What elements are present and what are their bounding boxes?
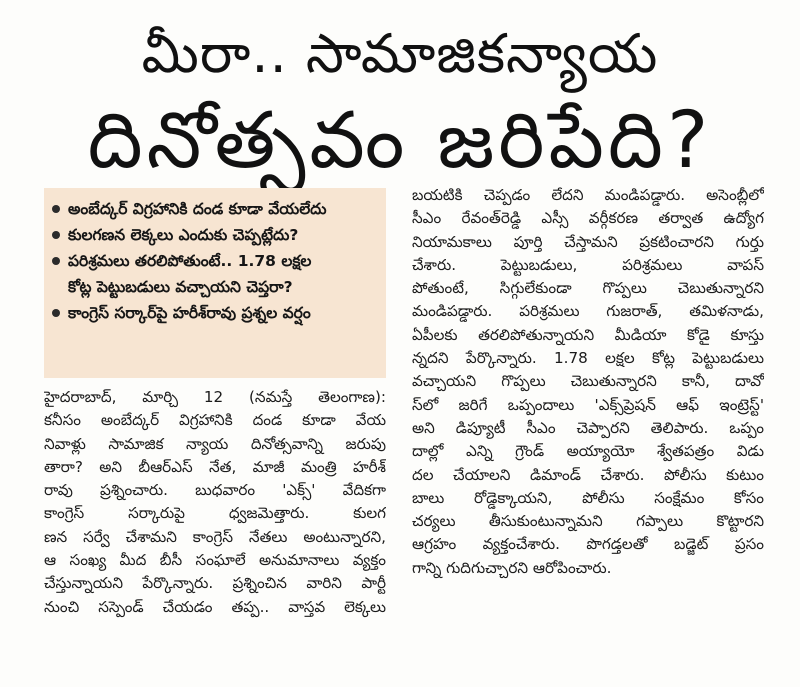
- article-line: నివాళ్లు సామాజిక న్యాయ దినోత్సవాన్ని జరుపు: [44, 434, 386, 453]
- highlight-item: [52, 300, 380, 326]
- article-line: బాలు రోడ్డెక్కాయని, పోలీసు సంక్షేమం కోసం: [412, 488, 764, 507]
- article-line: కనీసం అంబేద్కర్ విగ్రహానికి దండ కూడా వేయ: [44, 411, 386, 430]
- article-line: వచ్చాయని గొప్పలు చెబుతున్నారని కానీ, దావో: [412, 372, 764, 391]
- article-line: దాల్లో ఎన్ని గ్రౌండ్ అయ్యాయో శ్వేతపత్రం విడు: [412, 442, 764, 461]
- article-line: అని డిప్యూటీ సీఎం చెప్పారని తెలిపారు. ఒప్పం: [412, 418, 764, 437]
- article-line: బయటికి చెప్పడం లేదని మండిపడ్డారు. అసెంబ్లీలో: [412, 186, 764, 204]
- article-line: గాన్ని గుదిగుచ్చారని ఆరోపించారు.: [412, 558, 612, 577]
- highlight-item: [52, 196, 380, 222]
- article-line: దల చేయాలని డిమాండ్ చేశారు. పోలీసు కుటుం: [412, 465, 764, 484]
- bullet-dot-icon: [52, 257, 60, 265]
- highlight-text: కాంగ్రెస్ సర్కార్‌పై హరీశ్‌రావు ప్రశ్నల వర్షం: [68, 304, 311, 322]
- article-line: తారా? అని బీఆర్‌ఎస్ నేత, మాజీ మంత్రి హరీశ్: [44, 457, 386, 476]
- highlight-item: [52, 222, 380, 248]
- article-line: చర్యలు తీసుకుంటున్నామని గప్పాలు కొట్టారని: [412, 512, 764, 531]
- article-line: రావు ప్రశ్నించారు. బుధవారం 'ఎక్స్' వేదికగా: [44, 481, 386, 500]
- article-line: హైదరాబాద్, మార్చి 12 (నమస్తే తెలంగాణ):: [44, 388, 386, 406]
- article-line: సీఎం రేవంత్‌రెడ్డి ఎస్సీ వర్గీకరణ తర్వాత ఉద్యోగ: [412, 209, 764, 228]
- highlight-text: కులగణన లెక్కలు ఎందుకు చెప్పట్లేదు?: [68, 226, 299, 244]
- article-column-left: [44, 386, 386, 619]
- article-line: స్‌లో జరిగే ఒప్పందాలు 'ఎక్స్‌ప్రెషన్ ఆఫ్ ఇంట్రెస్ట్': [412, 395, 764, 414]
- highlight-text: కోట్ల పెట్టుబడులు వచ్చాయని చెప్తరా?: [68, 278, 293, 296]
- bullet-dot-icon: [52, 231, 60, 239]
- article-line: మండిపడ్డారు. పరిశ్రమలు గుజరాత్, తమిళనాడు,: [412, 302, 764, 321]
- article-line: చేస్తున్నాయని పేర్కొన్నారు. ప్రశ్నించిన వారిని పార్టీ: [44, 574, 386, 593]
- article-line: ఏపీలకు తరలిపోతున్నాయని మీడియా కోడై కూస్తు: [412, 325, 764, 344]
- article-line: న్నదని పేర్కొన్నారు. 1.78 లక్షల కోట్ల పెట్టుబడులు: [412, 349, 764, 368]
- highlight-text: పరిశ్రమలు తరలిపోతుంటే.. 1.78 లక్షల: [68, 252, 312, 270]
- highlight-item: [52, 248, 380, 300]
- highlight-text-block: [68, 248, 380, 300]
- article-line: పోతుంటే, సిగ్గులేకుండా గొప్పలు చెబుతున్నారని: [412, 279, 764, 298]
- article-column-right: [412, 184, 764, 580]
- bullet-dot-icon: [52, 205, 60, 213]
- highlights-box: [44, 188, 386, 378]
- article-line: నుంచి సస్పెండ్ చేయడం తప్ప.. వాస్తవ లెక్కలు: [44, 597, 386, 616]
- article-line: ఆగ్రహం వ్యక్తంచేశారు. పొగడ్తలతో బడ్జెట్ ప్రసం: [412, 535, 764, 554]
- article-line: కాంగ్రెస్ సర్కారుపై ధ్వజమెత్తారు. కులగ: [44, 504, 386, 523]
- headline-line-1: మీరా.. సామాజికన్యాయ: [141, 22, 659, 85]
- headline-line-2: దినోత్సవం జరిపేది?: [87, 96, 713, 186]
- article-line: ఆ సంఖ్య మీద బీసీ సంఘాలే అనుమానాలు వ్యక్తం: [44, 551, 386, 570]
- article-line: చేశారు. పెట్టుబడులు, పరిశ్రమలు వాపస్: [412, 255, 764, 274]
- article-line: నియామకాలు పూర్తి చేస్తామని ప్రకటించారని గుర్తు: [412, 232, 764, 251]
- bullet-dot-icon: [52, 309, 60, 317]
- highlight-text: అంబేద్కర్ విగ్రహానికి దండ కూడా వేయలేదు: [68, 200, 327, 218]
- article-line: ణన సర్వే చేశామని కాంగ్రెస్ నేతలు అంటున్నారని,: [44, 527, 386, 546]
